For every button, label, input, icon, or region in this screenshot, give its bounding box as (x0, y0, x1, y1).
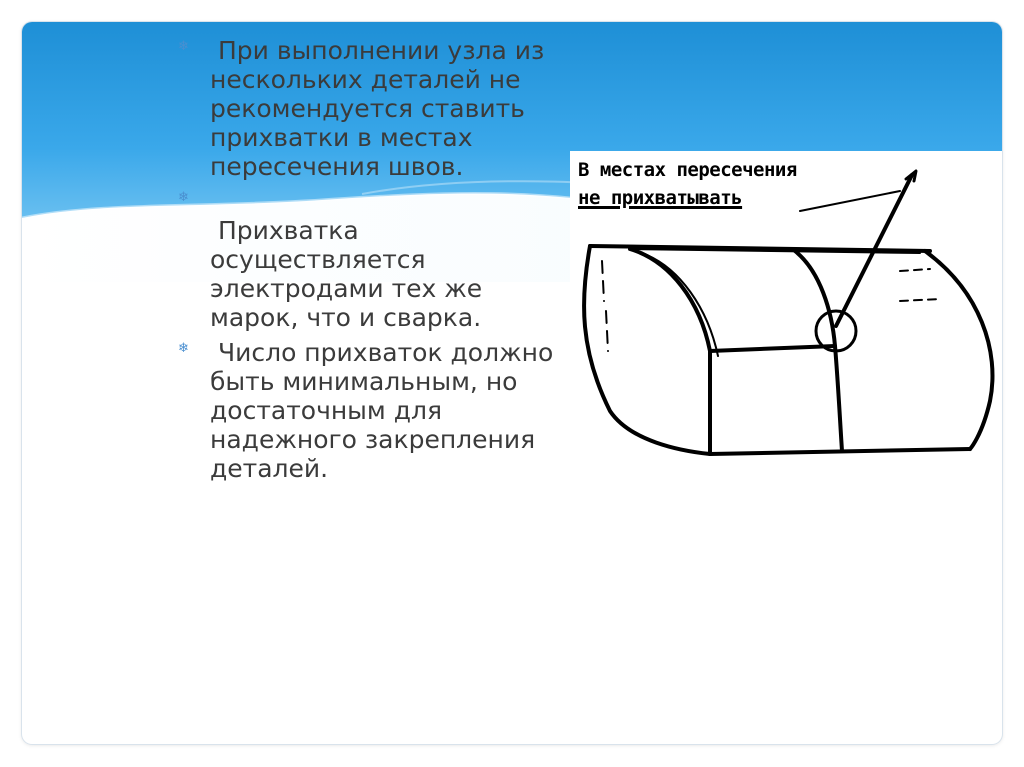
bullet-text-1: При выполнении узла из нескольких деталей не рекомендуется ставить прихватки в местах пересечения швов. (210, 36, 553, 181)
bullet-list (172, 36, 572, 489)
snowflake-bullet-icon: ❄ (178, 190, 189, 205)
weld-diagram (570, 151, 1002, 467)
bullet-item-3 (172, 338, 572, 483)
snowflake-bullet-icon: ❄ (178, 341, 189, 356)
slide (22, 22, 1002, 744)
figure-label-line1: В местах пересечения (578, 159, 797, 181)
snowflake-bullet-icon: ❄ (178, 39, 189, 54)
bullet-text-3: Число прихваток должно быть минимальным, но достаточным для надежного закрепления деталей. (210, 338, 562, 483)
bullet-item-1 (172, 36, 572, 181)
bullet-item-2 (172, 187, 572, 332)
figure-label-line2: не прихватывать (578, 187, 743, 209)
bullet-text-2: Прихватка осуществляется электродами тех же марок, что и сварка. (210, 216, 483, 332)
